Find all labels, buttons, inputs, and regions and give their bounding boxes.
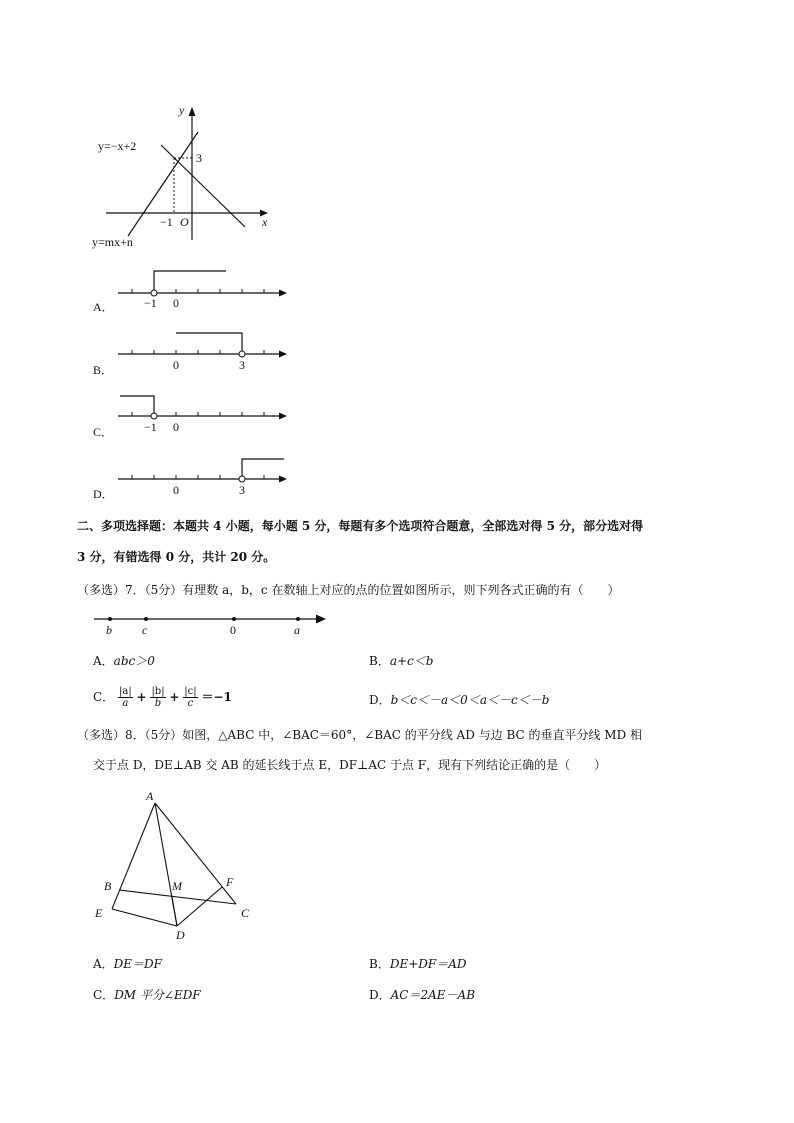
open-point (239, 351, 245, 357)
label-c: c (142, 623, 148, 637)
label-zero: 0 (230, 623, 236, 637)
section2-heading-line1: 二、多项选择题：本题共 4 小题，每小题 5 分，每题有多个选项符合题意，全部选对得 5 分，部分选对得 (77, 519, 644, 533)
option-text: DM 平分∠EDF (114, 988, 201, 1002)
q6-option-d-letter[interactable]: D． (93, 487, 114, 501)
x-axis-label: x (262, 215, 268, 229)
open-point (239, 476, 245, 482)
tick-label: −1 (144, 296, 157, 310)
tick-label: 3 (239, 358, 245, 372)
q7-stem: （多选）7．（5分）有理数 a，b，c 在数轴上对应的点的位置如图所示，则下列各式正确的有（ ） (77, 583, 620, 597)
q8-option-d[interactable] (369, 986, 475, 1004)
option-letter: D． (369, 693, 391, 707)
y-axis-label: y (179, 103, 185, 117)
line1-label: y=−x+2 (98, 139, 137, 153)
tick-label: 3 (239, 483, 245, 497)
origin-label: O (180, 215, 189, 229)
point-b (108, 617, 112, 621)
option-letter: A． (93, 654, 114, 668)
option-text: AC＝2AE－AB (390, 988, 476, 1002)
option-rhs: ＝−1 (201, 690, 232, 704)
q7-option-c[interactable]: C． $\frac{|a|}{a}$ + $\frac{|b|}{b}$ + $\frac{|c|}{c}$ ＝−1 (93, 686, 232, 709)
label-M: M (172, 879, 182, 893)
option-text: b＜c＜－a＜0＜a＜－c＜－b (390, 693, 550, 707)
tick-label: 0 (173, 296, 179, 310)
segment-DE (112, 909, 177, 926)
label-b: b (106, 623, 112, 637)
q7-option-a[interactable] (93, 652, 155, 670)
section2-heading-line2: 3 分，有错选得 0 分，共计 20 分。 (77, 550, 276, 564)
tick-label: 0 (173, 358, 179, 372)
q8-option-b[interactable] (369, 955, 467, 973)
label-F: F (226, 875, 234, 889)
segment-DF (177, 887, 222, 926)
option-letter: B． (369, 654, 390, 668)
option-letter: D． (369, 988, 391, 1002)
q6-option-a-letter[interactable]: A． (93, 300, 114, 314)
option-text: a+c＜b (389, 654, 434, 668)
option-letter: C． (93, 988, 115, 1002)
point-a (296, 617, 300, 621)
q8-stem-line2: 交于点 D，DE⊥AB 交 AB 的延长线于点 E，DF⊥AC 于点 F，现有下列结论正确的是（ ） (93, 758, 607, 772)
q8-option-c[interactable] (93, 986, 201, 1004)
label-D: D (176, 928, 185, 942)
fraction-b: $\frac{|b|}{b}$ (151, 686, 165, 709)
q7-option-b[interactable] (369, 652, 433, 670)
q6-option-b-letter[interactable]: B． (93, 363, 114, 377)
q8-stem-line1: （多选）8．（5分）如图，△ABC 中，∠BAC＝60°，∠BAC 的平分线 AD 与边 BC 的垂直平分线 MD 相 (77, 728, 643, 742)
x-tick-label: −1 (160, 215, 173, 229)
line2-label: y=mx+n (92, 235, 133, 249)
option-text: DE+DF＝AD (389, 957, 467, 971)
tick-label: 0 (173, 483, 179, 497)
label-A: A (146, 789, 154, 803)
tick-label: −1 (144, 420, 157, 434)
option-letter: A． (93, 957, 114, 971)
label-B: B (104, 879, 112, 893)
label-E: E (95, 906, 103, 920)
open-point (151, 413, 157, 419)
fraction-a: $\frac{|a|}{a}$ (119, 686, 132, 709)
segment-AC (155, 803, 236, 904)
option-text: DE＝DF (113, 957, 163, 971)
fraction-c: $\frac{|c|}{c}$ (184, 686, 197, 709)
y-tick-label: 3 (196, 151, 202, 165)
point-c (144, 617, 148, 621)
q6-option-c-letter[interactable]: C． (93, 425, 114, 439)
segment-MD (172, 897, 177, 926)
q7-option-d[interactable] (369, 691, 549, 709)
option-letter: B． (369, 957, 390, 971)
option-text: abc＞0 (113, 654, 155, 668)
option-letter: C． (93, 690, 115, 704)
label-C: C (241, 906, 250, 920)
label-a: a (294, 623, 300, 637)
point-zero (232, 617, 236, 621)
q8-option-a[interactable] (93, 955, 162, 973)
tick-label: 0 (173, 420, 179, 434)
